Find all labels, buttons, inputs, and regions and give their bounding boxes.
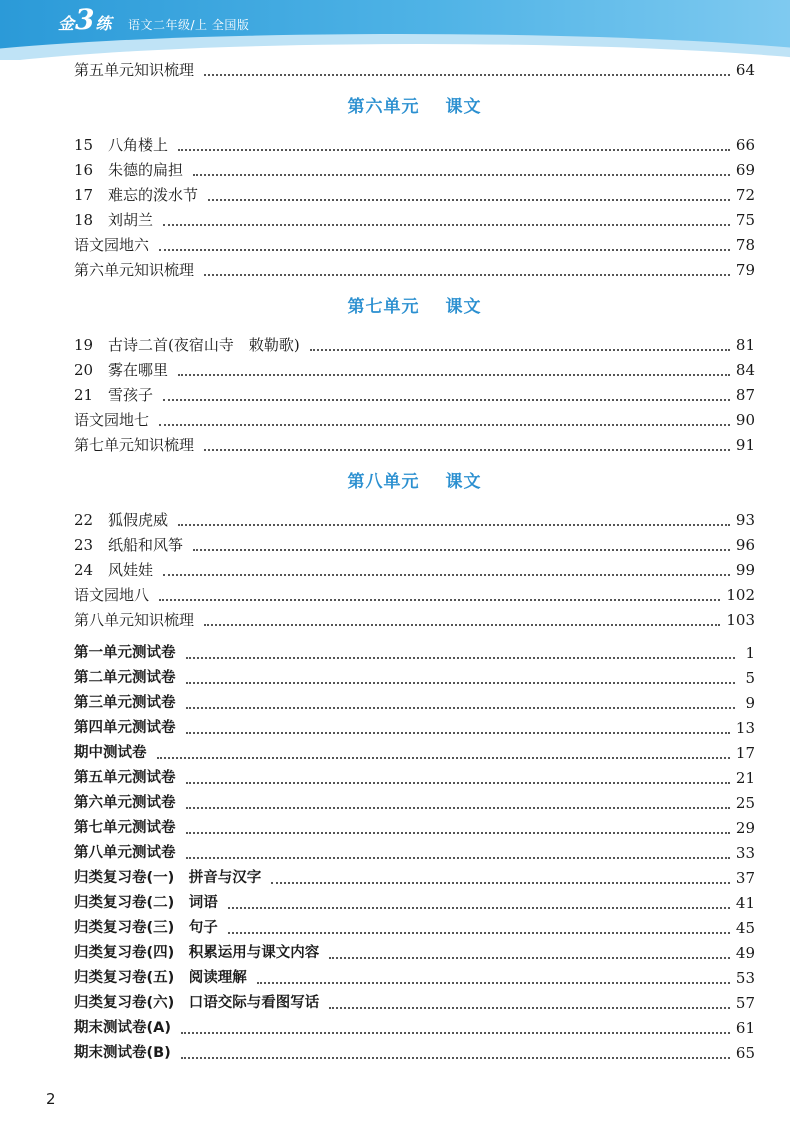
toc-entry[interactable] [74, 766, 755, 791]
entry-page-number: 33 [735, 844, 755, 862]
toc-entry[interactable] [74, 408, 755, 433]
unit8-heading: 第八单元 课文 [347, 472, 482, 492]
entry-title: 刘胡兰 [108, 211, 154, 229]
dot-leader [271, 881, 730, 884]
entry-title: 语文园地八 [74, 586, 150, 604]
entry-page-number: 21 [735, 769, 755, 787]
dot-leader [186, 781, 730, 784]
entry-title: 语文园地六 [74, 236, 150, 254]
toc-entry[interactable] [74, 433, 755, 458]
entry-page-number: 64 [735, 61, 755, 79]
entry-title: 雪孩子 [108, 386, 154, 404]
entry-page-number: 57 [735, 994, 755, 1012]
entry-title: 纸船和风筝 [108, 536, 184, 554]
dot-leader [186, 681, 736, 684]
toc-entry[interactable] [74, 816, 755, 841]
entry-title: 风娃娃 [108, 561, 154, 579]
dot-leader [329, 956, 730, 959]
entry-page-number: 87 [735, 386, 755, 404]
toc-entry[interactable] [74, 866, 755, 891]
toc-entry[interactable] [74, 533, 755, 558]
toc-entry[interactable] [74, 383, 755, 408]
toc-entry[interactable] [74, 508, 755, 533]
toc-entry[interactable] [74, 208, 755, 233]
dot-leader [193, 173, 730, 176]
entry-number: 19 [74, 336, 94, 354]
entry-title: 八角楼上 [108, 136, 169, 154]
toc-entry[interactable] [74, 791, 755, 816]
entry-number: 21 [74, 386, 94, 404]
dot-leader [204, 623, 720, 626]
dot-leader [186, 706, 736, 709]
entry-title: 期末测试卷(B) [74, 1045, 171, 1061]
entry-title: 语文园地七 [74, 411, 150, 429]
dot-leader [204, 73, 730, 76]
entry-page-number: 81 [735, 336, 755, 354]
toc-entry[interactable] [74, 233, 755, 258]
dot-leader [159, 248, 730, 251]
entry-number: 15 [74, 136, 94, 154]
entry-number: 22 [74, 511, 94, 529]
dot-leader [329, 1006, 730, 1009]
entry-title: 归类复习卷(五) 阅读理解 [74, 970, 247, 986]
toc-entry[interactable] [74, 991, 755, 1016]
entry-number: 24 [74, 561, 94, 579]
unit6-heading: 第六单元 课文 [347, 97, 482, 117]
entry-title: 第五单元测试卷 [74, 770, 176, 786]
entry-page-number: 61 [735, 1019, 755, 1037]
toc-entry[interactable] [74, 58, 755, 83]
dot-leader [257, 981, 730, 984]
dot-leader [204, 448, 730, 451]
dot-leader [186, 831, 730, 834]
entry-title: 归类复习卷(六) 口语交际与看图写话 [74, 995, 320, 1011]
entry-page-number: 5 [745, 669, 755, 687]
entry-title: 归类复习卷(四) 积累运用与课文内容 [74, 945, 320, 961]
toc-entry[interactable] [74, 891, 755, 916]
entry-page-number: 69 [735, 161, 755, 179]
dot-leader [163, 573, 730, 576]
entry-title: 归类复习卷(二) 词语 [74, 895, 218, 911]
entry-title: 第八单元测试卷 [74, 845, 176, 861]
unit8-section [74, 508, 755, 633]
dot-leader [178, 373, 730, 376]
dot-leader [163, 398, 730, 401]
dot-leader [178, 148, 730, 151]
entry-page-number: 99 [735, 561, 755, 579]
entry-page-number: 53 [735, 969, 755, 987]
toc-entry[interactable] [74, 666, 755, 691]
entry-page-number: 96 [735, 536, 755, 554]
entry-page-number: 9 [745, 694, 755, 712]
entry-page-number: 79 [735, 261, 755, 279]
unit6-section [74, 133, 755, 283]
entry-page-number: 103 [726, 611, 755, 629]
entry-title: 第一单元测试卷 [74, 645, 176, 661]
toc-entry[interactable] [74, 691, 755, 716]
entry-title: 难忘的泼水节 [108, 186, 199, 204]
dot-leader [186, 656, 736, 659]
entry-page-number: 75 [735, 211, 755, 229]
toc-entry[interactable] [74, 741, 755, 766]
toc-entry[interactable] [74, 716, 755, 741]
entry-title: 第五单元知识梳理 [74, 61, 195, 79]
toc-entry[interactable] [74, 608, 755, 633]
entry-page-number: 25 [735, 794, 755, 812]
toc-entry[interactable] [74, 841, 755, 866]
entry-page-number: 49 [735, 944, 755, 962]
entry-title: 第七单元知识梳理 [74, 436, 195, 454]
entry-page-number: 90 [735, 411, 755, 429]
dot-leader [208, 198, 730, 201]
toc-entry[interactable] [74, 158, 755, 183]
dot-leader [163, 223, 730, 226]
dot-leader [159, 423, 730, 426]
entry-title: 古诗二首(夜宿山寺 敕勒歌) [108, 336, 300, 354]
toc-entry[interactable] [74, 583, 755, 608]
dot-leader [186, 806, 730, 809]
entry-title: 期中测试卷 [74, 745, 147, 761]
toc-entry[interactable] [74, 641, 755, 666]
entry-title: 归类复习卷(一) 拼音与汉字 [74, 870, 262, 886]
dot-leader [204, 273, 730, 276]
entry-page-number: 91 [735, 436, 755, 454]
toc-entry[interactable] [74, 916, 755, 941]
page-number: 2 [46, 1090, 56, 1108]
toc-entry[interactable] [74, 966, 755, 991]
entry-title: 第二单元测试卷 [74, 670, 176, 686]
entry-page-number: 102 [726, 586, 755, 604]
entry-title: 朱德的扁担 [108, 161, 184, 179]
entry-number: 20 [74, 361, 94, 379]
dot-leader [228, 906, 730, 909]
tests-section [74, 641, 755, 1066]
dot-leader [159, 598, 720, 601]
entry-page-number: 13 [735, 719, 755, 737]
entry-page-number: 93 [735, 511, 755, 529]
entry-page-number: 72 [735, 186, 755, 204]
entry-number: 18 [74, 211, 94, 229]
entry-title: 第七单元测试卷 [74, 820, 176, 836]
dot-leader [310, 348, 730, 351]
page-header [0, 0, 790, 60]
dot-leader [186, 856, 730, 859]
dot-leader [181, 1056, 730, 1059]
brand-logo: 金3练 [58, 3, 112, 36]
entry-page-number: 29 [735, 819, 755, 837]
toc-entry[interactable] [74, 333, 755, 358]
entry-page-number: 17 [735, 744, 755, 762]
entry-page-number: 84 [735, 361, 755, 379]
table-of-contents [74, 58, 755, 1066]
toc-entry[interactable] [74, 258, 755, 283]
unit7-section [74, 333, 755, 458]
entry-title: 第六单元知识梳理 [74, 261, 195, 279]
dot-leader [193, 548, 730, 551]
entry-title: 第六单元测试卷 [74, 795, 176, 811]
toc-entry[interactable] [74, 133, 755, 158]
entry-page-number: 66 [735, 136, 755, 154]
entry-page-number: 65 [735, 1044, 755, 1062]
entry-title: 第四单元测试卷 [74, 720, 176, 736]
entry-number: 16 [74, 161, 94, 179]
entry-title: 狐假虎威 [108, 511, 169, 529]
entry-page-number: 45 [735, 919, 755, 937]
dot-leader [181, 1031, 730, 1034]
entry-page-number: 78 [735, 236, 755, 254]
unit5-section [74, 58, 755, 83]
entry-title: 期末测试卷(A) [74, 1020, 171, 1036]
entry-page-number: 1 [745, 644, 755, 662]
entry-number: 23 [74, 536, 94, 554]
dot-leader [178, 523, 730, 526]
entry-page-number: 41 [735, 894, 755, 912]
dot-leader [157, 756, 730, 759]
unit7-heading: 第七单元 课文 [347, 297, 482, 317]
toc-entry[interactable] [74, 558, 755, 583]
toc-entry[interactable] [74, 941, 755, 966]
dot-leader [228, 931, 730, 934]
entry-title: 雾在哪里 [108, 361, 169, 379]
dot-leader [186, 731, 730, 734]
toc-entry[interactable] [74, 1016, 755, 1041]
entry-title: 第三单元测试卷 [74, 695, 176, 711]
entry-number: 17 [74, 186, 94, 204]
toc-entry[interactable] [74, 183, 755, 208]
book-subtitle: 语文二年级/上 全国版 [128, 18, 250, 32]
entry-page-number: 37 [735, 869, 755, 887]
toc-entry[interactable] [74, 1041, 755, 1066]
entry-title: 第八单元知识梳理 [74, 611, 195, 629]
entry-title: 归类复习卷(三) 句子 [74, 920, 218, 936]
toc-entry[interactable] [74, 358, 755, 383]
